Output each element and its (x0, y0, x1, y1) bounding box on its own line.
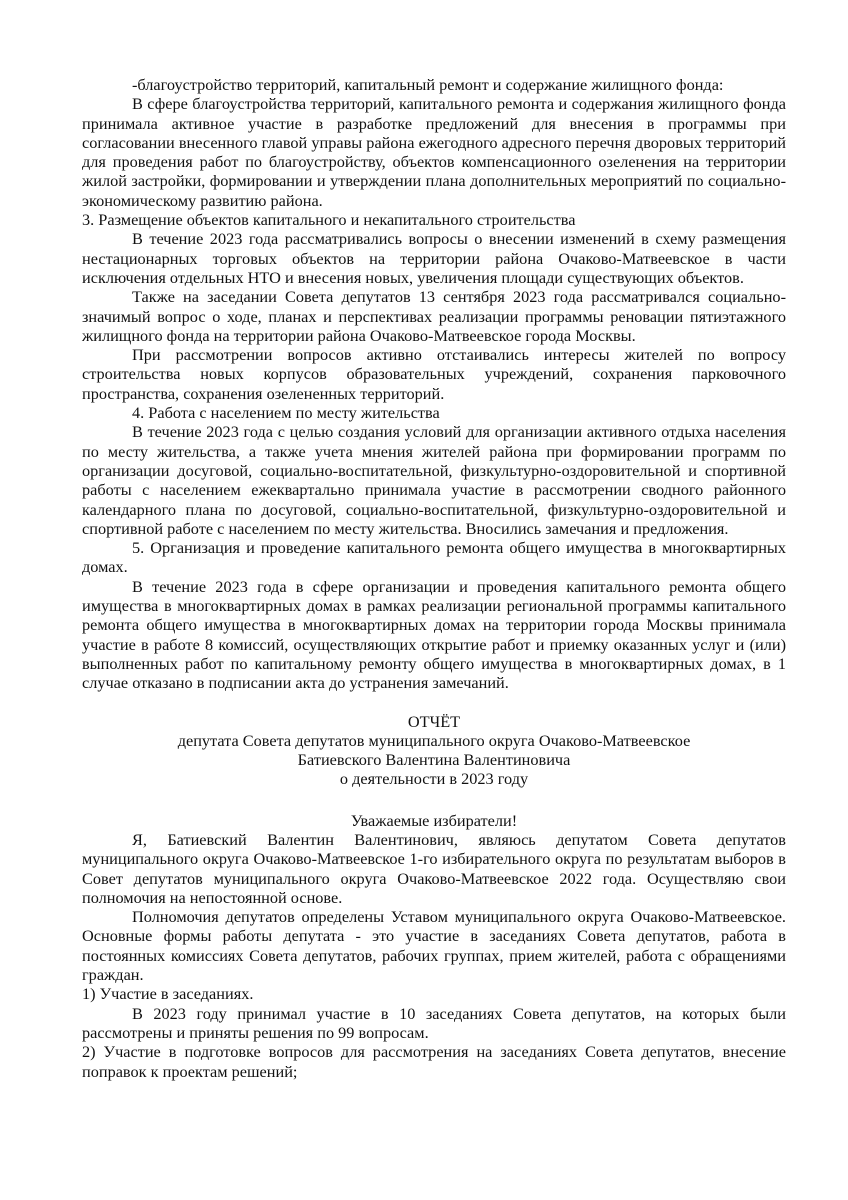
paragraph-community-work: В течение 2023 года с целью создания условий для организации активного отдыха населения по месту жительства, а также учета мнения жителей района при формировании программ по организации досуговой, социально-воспитательной, физкультурно-оздоровительной и спортивной работы с населением ежеквартально принимала участие в рассмотрении сводного районного календарного плана по досуговой, социально-воспитательной, физкультурно-оздоровительной и спортивной работе с населением по месту жительства. Вносились замечания и предложения. (82, 422, 786, 538)
paragraph-introduction: Я, Батиевский Валентин Валентинович, являюсь депутатом Совета депутатов муниципального округа Очаково-Матвеевское 1-го избирательного округа по результатам выборов в Совет депутатов муниципального округа Очаково-Матвеевское 2022 года. Осуществляю свои полномочия на непостоянной основе. (82, 829, 786, 907)
report-subtitle-line1: депутата Совета депутатов муниципального округа Очаково-Матвеевское (177, 730, 691, 750)
heading-meetings: 1) Участие в заседаниях. (82, 984, 254, 1004)
paragraph-landscaping-heading: -благоустройство территорий, капитальный ремонт и содержание жилищного фонда: (132, 75, 724, 94)
section-deputy-report (82, 830, 786, 1081)
paragraph-nto-scheme: В течение 2023 года рассматривались вопросы о внесении изменений в схему размещения нестационарных торговых объектов на территории района Очаково-Матвеевское в части исключения отдельных НТО и внесения новых, увеличения площади существующих объектов. (82, 229, 786, 287)
paragraph-meetings: В 2023 году принимал участие в 10 заседаниях Совета депутатов, на которых были рассмотрены и приняты решения по 99 вопросам. (82, 1003, 786, 1042)
report-subtitle-name: Батиевского Валентина Валентиновича (297, 750, 571, 770)
report-title: ОТЧЁТ (407, 711, 461, 731)
paragraph-renovation: Также на заседании Совета депутатов 13 сентября 2023 года рассматривался социально-значимый вопрос о ходе, планах и перспективах реализации программы реновации пятиэтажного жилищного фонда на территории района Очаково-Матвеевское города Москвы. (82, 287, 786, 345)
report-subtitle-year: о деятельности в 2023 году (339, 769, 529, 789)
heading-community-work: 4. Работа с населением по месту жительства (132, 403, 440, 423)
paragraph-capital-repair: В течение 2023 года в сфере организации и проведения капитального ремонта общего имущества в многоквартирных домах в рамках реализации региональной программы капитального ремонта общего имущества в многоквартирных домах на территории города Москвы принимала участие в работе 8 комиссий, осуществляющих открытие работ и приемку оказанных услуг и (или) выполненных работ по капитальному ремонту общего имущества в многоквартирных домах, в 1 случае отказано в подписании акта до устранения замечаний. (82, 576, 786, 693)
heading-construction: 3. Размещение объектов капитального и некапитального строительства (82, 210, 576, 230)
greeting: Уважаемые избиратели! (350, 810, 518, 830)
heading-preparation: 2) Участие в подготовке вопросов для рассмотрения на заседаниях Совета депутатов, внесение поправок к проектам решений; (82, 1042, 786, 1081)
paragraph-residents-interests: При рассмотрении вопросов активно отстаивались интересы жителей по вопросу строительства новых корпусов образовательных учреждений, сохранения парковочного пространства, сохранения озелененных территорий. (82, 345, 786, 403)
paragraph-powers: Полномочия депутатов определены Уставом муниципального округа Очаково-Матвеевское. Основные формы работы депутата - это участие в заседаниях Совета депутатов, работа в постоянных комиссиях Совета депутатов, рабочих группах, прием жителей, работа с обращениями граждан. (82, 907, 786, 985)
report-header (82, 712, 786, 789)
heading-capital-repair: 5. Организация и проведение капитального ремонта общего имущества в многоквартирных домах. (82, 538, 786, 577)
paragraph-landscaping: В сфере благоустройства территорий, капитального ремонта и содержания жилищного фонда принимала активное участие в разработке предложений для внесения в программы при согласовании внесенного главой управы района ежегодного адресного перечня дворовых территорий для проведения работ по благоустройству, объектов компенсационного озеленения на территории жилой застройки, формировании и утверждении плана дополнительных мероприятий по социально-экономическому развитию района. (82, 94, 786, 210)
section-activity-report (82, 75, 786, 693)
